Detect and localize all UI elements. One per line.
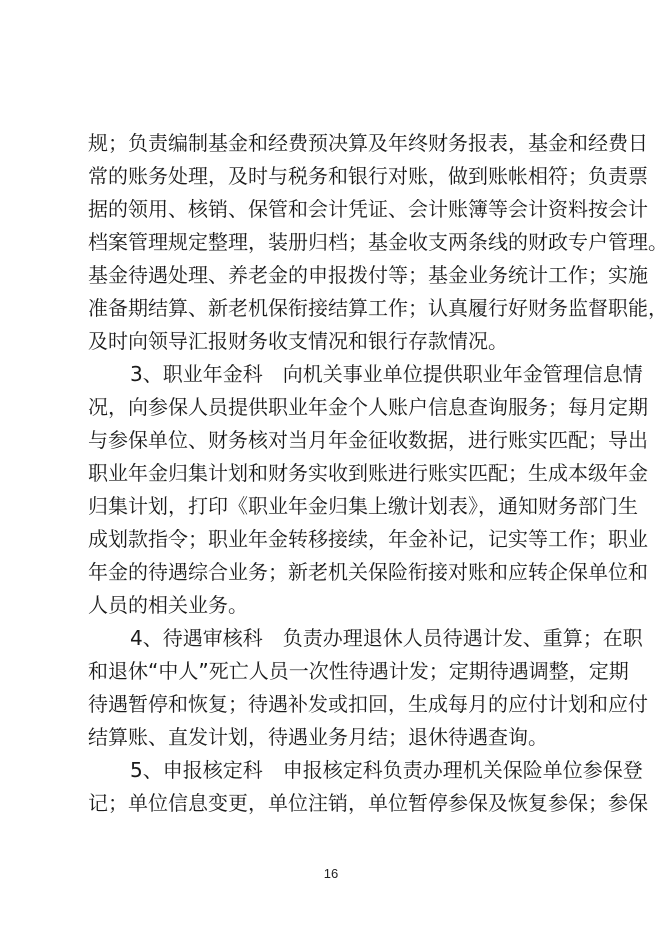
paragraph — [88, 757, 648, 823]
text-line: 归集计划，打印《职业年金归集上缴计划表》，通知财务部门生 — [88, 494, 638, 518]
text-line: 及时向领导汇报财务收支情况和银行存款情况。 — [88, 329, 508, 353]
text-line: 据的领用、核销、保管和会计凭证、会计账簿等会计资料按会计 — [88, 197, 648, 221]
text-line: 准备期结算、新老机保衔接结算工作；认真履行好财务监督职能， — [88, 296, 668, 320]
text-line: 结算账、直发计划，待遇业务月结；退休待遇查询。 — [88, 725, 548, 749]
document-body — [88, 130, 668, 823]
text-line: 职业年金归集计划和财务实收到账进行账实匹配；生成本级年金 — [88, 461, 648, 485]
paragraph — [88, 361, 648, 625]
text-line: 待遇暂停和恢复；待遇补发或扣回，生成每月的应付计划和应付 — [88, 692, 648, 716]
text-line: 况，向参保人员提供职业年金个人账户信息查询服务；每月定期 — [88, 395, 648, 419]
text-line: 3、职业年金科 向机关事业单位提供职业年金管理信息情 — [130, 362, 643, 386]
text-line: 成划款指令；职业年金转移接续，年金补记，记实等工作；职业 — [88, 527, 648, 551]
text-line: 常的账务处理，及时与税务和银行对账，做到账帐相符；负责票 — [88, 164, 648, 188]
page-number: 16 — [323, 866, 339, 881]
text-line: 人员的相关业务。 — [88, 593, 248, 617]
text-line: 记；单位信息变更，单位注销，单位暂停参保及恢复参保；参保 — [88, 791, 648, 815]
text-line: 与参保单位、财务核对当月年金征收数据，进行账实匹配；导出 — [88, 428, 648, 452]
text-line: 和退休“中人”死亡人员一次性待遇计发；定期待遇调整，定期 — [88, 659, 629, 683]
paragraph — [88, 625, 648, 757]
text-line: 基金待遇处理、养老金的申报拨付等；基金业务统计工作；实施 — [88, 263, 648, 287]
text-line: 规；负责编制基金和经费预决算及年终财务报表，基金和经费日 — [88, 131, 648, 155]
text-line: 档案管理规定整理，装册归档；基金收支两条线的财政专户管理。 — [88, 230, 668, 254]
text-line: 5、申报核定科 申报核定科负责办理机关保险单位参保登 — [130, 758, 643, 782]
paragraph — [88, 130, 668, 361]
text-line: 4、待遇审核科 负责办理退休人员待遇计发、重算；在职 — [130, 626, 643, 650]
text-line: 年金的待遇综合业务；新老机关保险衔接对账和应转企保单位和 — [88, 560, 648, 584]
